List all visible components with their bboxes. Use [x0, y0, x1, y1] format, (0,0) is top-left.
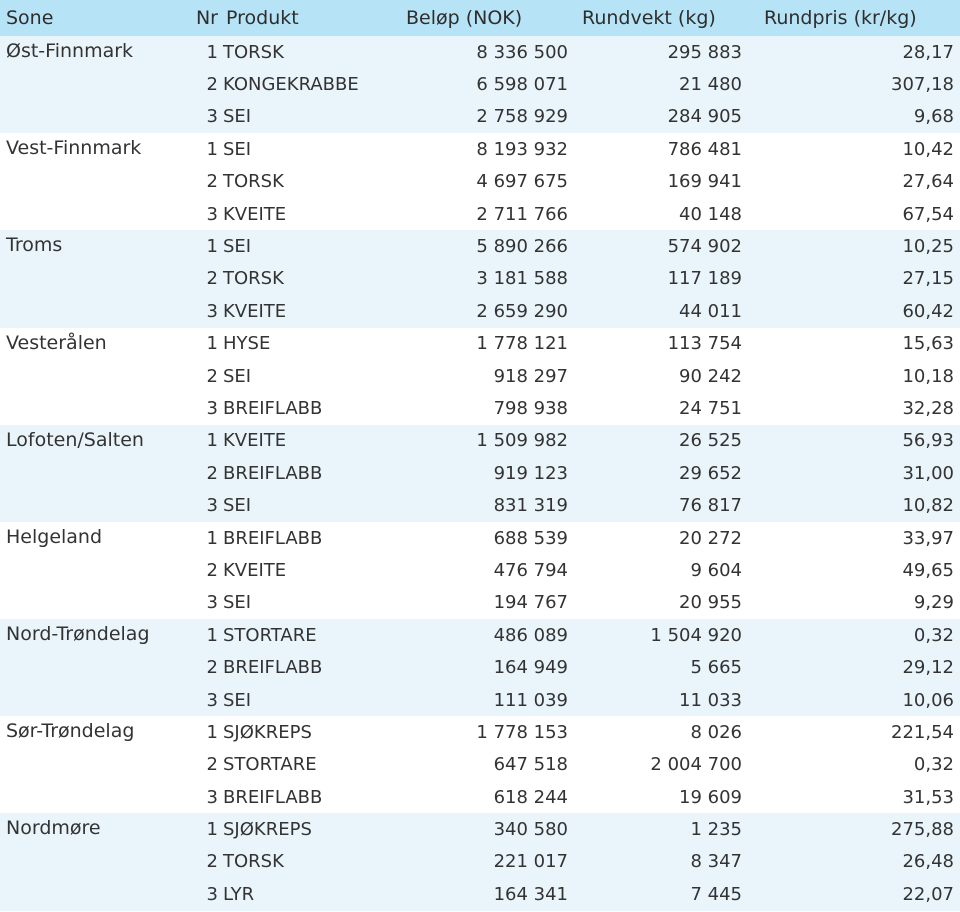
product-cell: TORSK	[220, 263, 396, 295]
product-cell: SJØKREPS	[220, 813, 396, 845]
product-cell: BREIFLABB	[220, 392, 396, 424]
rank-cell: 2	[178, 360, 220, 392]
table-row	[0, 133, 960, 165]
rank-cell: 3	[178, 587, 220, 619]
weight-cell: 20 955	[574, 587, 748, 619]
amount-cell: 1 778 153	[396, 716, 574, 748]
price-cell: 221,54	[748, 716, 960, 748]
table-header	[0, 0, 960, 36]
amount-cell: 919 123	[396, 457, 574, 489]
weight-cell: 2 004 700	[574, 749, 748, 781]
rank-cell: 2	[178, 457, 220, 489]
amount-cell: 486 089	[396, 619, 574, 651]
price-cell: 49,65	[748, 554, 960, 586]
rank-cell: 2	[178, 68, 220, 100]
header-belop: Beløp (NOK)	[396, 0, 574, 36]
header-rundvekt: Rundvekt (kg)	[574, 0, 748, 36]
amount-cell: 831 319	[396, 489, 574, 521]
weight-cell: 40 148	[574, 198, 748, 230]
rank-cell: 1	[178, 716, 220, 748]
price-cell: 9,68	[748, 101, 960, 133]
weight-cell: 574 902	[574, 230, 748, 262]
zone-group	[0, 230, 960, 327]
table-row	[0, 619, 960, 651]
amount-cell: 918 297	[396, 360, 574, 392]
product-cell: KVEITE	[220, 198, 396, 230]
price-cell: 27,15	[748, 263, 960, 295]
rank-cell: 1	[178, 328, 220, 360]
weight-cell: 24 751	[574, 392, 748, 424]
rank-cell: 1	[178, 813, 220, 845]
header-sone: Sone	[0, 0, 178, 36]
price-cell: 60,42	[748, 295, 960, 327]
weight-cell: 8 347	[574, 846, 748, 878]
price-cell: 28,17	[748, 36, 960, 68]
amount-cell: 2 711 766	[396, 198, 574, 230]
product-cell: SEI	[220, 684, 396, 716]
table-row	[0, 522, 960, 554]
price-cell: 10,82	[748, 489, 960, 521]
amount-cell: 194 767	[396, 587, 574, 619]
rank-cell: 3	[178, 878, 220, 910]
amount-cell: 164 949	[396, 651, 574, 683]
product-cell: STORTARE	[220, 619, 396, 651]
header-row	[0, 0, 960, 36]
amount-cell: 6 598 071	[396, 68, 574, 100]
zone-name-cell: Lofoten/Salten	[0, 425, 178, 522]
zone-group	[0, 425, 960, 522]
price-cell: 10,25	[748, 230, 960, 262]
table-row	[0, 230, 960, 262]
weight-cell: 19 609	[574, 781, 748, 813]
rank-cell: 3	[178, 489, 220, 521]
zone-name-cell: Øst-Finnmark	[0, 36, 178, 133]
weight-cell: 284 905	[574, 101, 748, 133]
rank-cell: 3	[178, 295, 220, 327]
amount-cell: 164 341	[396, 878, 574, 910]
product-cell: STORTARE	[220, 749, 396, 781]
product-cell: TORSK	[220, 166, 396, 198]
weight-cell: 21 480	[574, 68, 748, 100]
price-cell: 27,64	[748, 166, 960, 198]
price-cell: 275,88	[748, 813, 960, 845]
weight-cell: 26 525	[574, 425, 748, 457]
weight-cell: 1 504 920	[574, 619, 748, 651]
rank-cell: 1	[178, 425, 220, 457]
rank-cell: 1	[178, 619, 220, 651]
amount-cell: 3 181 588	[396, 263, 574, 295]
zone-name-cell: Vest-Finnmark	[0, 133, 178, 230]
amount-cell: 1 778 121	[396, 328, 574, 360]
zone-group	[0, 716, 960, 813]
weight-cell: 169 941	[574, 166, 748, 198]
table-row	[0, 813, 960, 845]
rank-cell: 2	[178, 166, 220, 198]
rank-cell: 1	[178, 36, 220, 68]
price-cell: 67,54	[748, 198, 960, 230]
weight-cell: 295 883	[574, 36, 748, 68]
rank-cell: 2	[178, 263, 220, 295]
rank-cell: 1	[178, 230, 220, 262]
amount-cell: 2 659 290	[396, 295, 574, 327]
price-cell: 31,53	[748, 781, 960, 813]
price-cell: 0,32	[748, 749, 960, 781]
rank-cell: 2	[178, 554, 220, 586]
zone-group	[0, 522, 960, 619]
zone-group	[0, 133, 960, 230]
price-cell: 15,63	[748, 328, 960, 360]
product-cell: SEI	[220, 133, 396, 165]
weight-cell: 9 604	[574, 554, 748, 586]
price-cell: 31,00	[748, 457, 960, 489]
weight-cell: 117 189	[574, 263, 748, 295]
product-cell: BREIFLABB	[220, 651, 396, 683]
product-cell: BREIFLABB	[220, 522, 396, 554]
product-cell: SEI	[220, 230, 396, 262]
rank-cell: 1	[178, 522, 220, 554]
price-cell: 32,28	[748, 392, 960, 424]
zone-name-cell: Helgeland	[0, 522, 178, 619]
price-cell: 22,07	[748, 878, 960, 910]
product-cell: BREIFLABB	[220, 781, 396, 813]
price-cell: 0,32	[748, 619, 960, 651]
header-nr: Nr	[178, 0, 220, 36]
zone-name-cell: Nord-Trøndelag	[0, 619, 178, 716]
product-cell: SEI	[220, 489, 396, 521]
weight-cell: 76 817	[574, 489, 748, 521]
amount-cell: 618 244	[396, 781, 574, 813]
zone-group	[0, 813, 960, 910]
header-rundpris: Rundpris (kr/kg)	[748, 0, 960, 36]
amount-cell: 340 580	[396, 813, 574, 845]
table-row	[0, 328, 960, 360]
rank-cell: 2	[178, 651, 220, 683]
rank-cell: 3	[178, 392, 220, 424]
product-cell: TORSK	[220, 36, 396, 68]
zone-name-cell: Sør-Trøndelag	[0, 716, 178, 813]
amount-cell: 476 794	[396, 554, 574, 586]
rank-cell: 3	[178, 198, 220, 230]
zone-name-cell: Troms	[0, 230, 178, 327]
header-produkt: Produkt	[220, 0, 396, 36]
weight-cell: 7 445	[574, 878, 748, 910]
price-cell: 10,06	[748, 684, 960, 716]
weight-cell: 90 242	[574, 360, 748, 392]
rank-cell: 1	[178, 133, 220, 165]
table-row	[0, 36, 960, 68]
weight-cell: 5 665	[574, 651, 748, 683]
price-cell: 10,18	[748, 360, 960, 392]
price-cell: 10,42	[748, 133, 960, 165]
product-cell: SEI	[220, 101, 396, 133]
amount-cell: 221 017	[396, 846, 574, 878]
product-cell: SEI	[220, 360, 396, 392]
price-cell: 29,12	[748, 651, 960, 683]
amount-cell: 647 518	[396, 749, 574, 781]
amount-cell: 8 336 500	[396, 36, 574, 68]
product-cell: SEI	[220, 587, 396, 619]
zone-group	[0, 36, 960, 133]
product-cell: KVEITE	[220, 425, 396, 457]
rank-cell: 3	[178, 684, 220, 716]
price-cell: 56,93	[748, 425, 960, 457]
amount-cell: 1 509 982	[396, 425, 574, 457]
weight-cell: 11 033	[574, 684, 748, 716]
zone-group	[0, 328, 960, 425]
rank-cell: 3	[178, 101, 220, 133]
amount-cell: 5 890 266	[396, 230, 574, 262]
amount-cell: 4 697 675	[396, 166, 574, 198]
weight-cell: 8 026	[574, 716, 748, 748]
weight-cell: 29 652	[574, 457, 748, 489]
amount-cell: 8 193 932	[396, 133, 574, 165]
product-cell: KVEITE	[220, 295, 396, 327]
rank-cell: 3	[178, 781, 220, 813]
price-cell: 33,97	[748, 522, 960, 554]
zone-name-cell: Vesterålen	[0, 328, 178, 425]
rank-cell: 2	[178, 846, 220, 878]
product-cell: BREIFLABB	[220, 457, 396, 489]
weight-cell: 1 235	[574, 813, 748, 845]
price-cell: 9,29	[748, 587, 960, 619]
amount-cell: 2 758 929	[396, 101, 574, 133]
rank-cell: 2	[178, 749, 220, 781]
table-row	[0, 716, 960, 748]
product-cell: TORSK	[220, 846, 396, 878]
zone-group	[0, 619, 960, 716]
product-cell: LYR	[220, 878, 396, 910]
price-cell: 26,48	[748, 846, 960, 878]
product-cell: KONGEKRABBE	[220, 68, 396, 100]
product-cell: SJØKREPS	[220, 716, 396, 748]
product-cell: HYSE	[220, 328, 396, 360]
table-row	[0, 425, 960, 457]
amount-cell: 688 539	[396, 522, 574, 554]
product-cell: KVEITE	[220, 554, 396, 586]
amount-cell: 111 039	[396, 684, 574, 716]
amount-cell: 798 938	[396, 392, 574, 424]
weight-cell: 113 754	[574, 328, 748, 360]
zone-name-cell: Nordmøre	[0, 813, 178, 910]
price-cell: 307,18	[748, 68, 960, 100]
weight-cell: 20 272	[574, 522, 748, 554]
weight-cell: 786 481	[574, 133, 748, 165]
weight-cell: 44 011	[574, 295, 748, 327]
